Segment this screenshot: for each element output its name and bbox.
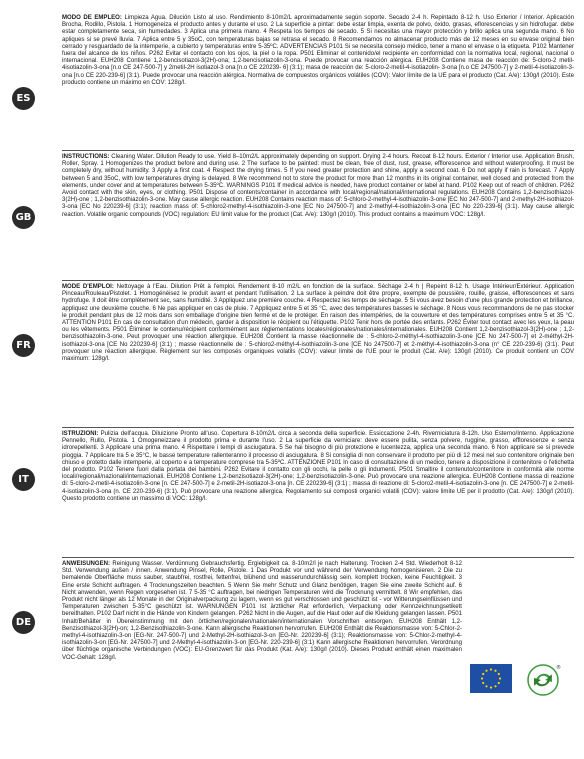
section-heading-gb: INSTRUCTIONS: [62, 154, 110, 160]
eu-star [481, 677, 483, 679]
section-heading-de: ANWEISUNGEN: [62, 561, 111, 567]
certification-logos [470, 663, 570, 697]
divider [62, 557, 574, 558]
eu-star [490, 668, 492, 670]
green-dot-recycle-icon [526, 663, 560, 697]
eu-star [499, 677, 501, 679]
eu-flag-icon [470, 664, 512, 693]
language-badge-es: ES [12, 87, 35, 110]
section-body-gb: Cleaning Water. Dilution Ready to use. Yield 8–10m2/L approximately depending on support. Drying 2-4 hours. Recoat 8-12 hours. Exterior / Interior use. Application Brush, Roller, Spray. 1 Homogenizes the product before and during use. 2 The surface to be painted: must be clean, free of dust, rust, grease, efflorescence and without waterproofing. It must be completely dry, without humidity. 3 Apply a first coat. 4 Respect the drying times. 5 If you need greater protection and shine, apply a second coat. 6 Do not apply if rain is forecast. 7 Apply between 5 and 35oC, with low temperatures drying is delayed. 8 We recommend not to store the product for more than 12 months in its original container, well closed and protected from the elements, under cover and at temperatures between 5-35ºC. WARNINGS P101 If medical advice is needed, have product container or label at hand. P102 Keep out of reach of children. P262 Avoid contact with the skin, eyes, or clothing. P501 Dispose of contents/container in accordance with local/regional/national/international regulations. EUH208 Contains 1,2-benzisothiazol-3(2H)-one ; 1,2-benzisothiazolin-3-one. May cause allergic reaction. EUH208 Contains reaction mass of: 5-chloro-2-methyl-4-isothiazolin-3-one [EC No 247-500-7] and 2-methyl-2H-isothiazol-3-ona [EC No 220239-6] (3:1); reaction mass of: 5-chloro2-methyl-4-isothiazolin-3-one [EC No 247500-7] and 2-methyl-4-isothiazolin-3-ona [EC No 220-239-6] (3:1). May cause allergic reaction. Volatile organic compounds (VOC) regulation: EU limit value for the product (Cat. A/e): 130g/l (2010). This product contains a maximum VOC: 128g/l. [62, 154, 574, 218]
section-text-es [62, 15, 574, 147]
eu-star [494, 685, 496, 687]
language-badge-de: DE [12, 611, 35, 634]
svg-text:®: ® [556, 665, 561, 671]
divider [62, 427, 574, 428]
eu-star [490, 686, 492, 688]
eu-star [485, 670, 487, 672]
section-text-de [62, 561, 462, 697]
divider [62, 280, 574, 281]
language-badge-gb: GB [12, 206, 35, 229]
section-text-fr [62, 284, 574, 424]
section-body-de: Reinigung Wasser. Verdünnung Gebrauchsfertig. Ergiebigkeit ca. 8-10m2/l je nach Halterung. Trocken 2-4 Std. Wiederholt 8-12 Std. Verwendung außen / innen. Anwendung Pinsel, Rolle, Pistole. 1 Das Produkt vor und während der Verwendung homogenisieren. 2 Die zu bemalende Oberfläche muss sauber, staubfrei, rostfrei, fettenfrei, blühend und wasserundurchlässig sein. komplett trocken, keine Feuchtigkeit. 3 Eine erste Schicht auftragen. 4 Trocknungszeiten beachten. 5 Wenn Sie mehr Schutz und Glanz benötigen, tragen Sie eine zweite Schicht auf. 6 Nicht anwenden, wenn Regen vorgesehen ist. 7 5-35 °C auftragen, bei niedrigen Temperaturen wird die Trocknung vermittelt. 8 Wir empfehlen, das Produkt nicht länger als 12 Monate in der Originalverpackung zu lagern, wenn es gut verschlossen und geschützt ist - vor Witterungseinflüssen und Temperaturen zwischen 5-35°C geschützt ist. WARNUNGEN P101 Ist ärztlicher Rat erforderlich, Verpackung oder Kennzeichnungsetikett bereithalten. P102 Darf nicht in die Hände von Kindern gelangen. P262 Nicht in die Augen, auf die Haut oder auf die Kleidung gelangen lassen. P501 Inhalt/Behälter in Übereinstimmung mit den örtlichen/regionalen/nationalen/internationalen Vorschriften entsorgen. EUH208 Enthält 1,2-Benzisothiazol-3(2H)-on; 1,2-Benzisothiazolin-3-one. Kann allergische Reaktionen hervorrufen. EUH208 Enthält die Reaktionsmasse von: 5-Chlor-2-methyl-4-isothiazolin-3-on [EG-Nr. 247-500-7] und 2-Methyl-2H-isothiazol-3-on [EG-Nr. 220239-6] (3:1); Reaktionsmasse von: 5-Chlor-2-methyl-4-isothiazolin-3-on [EG-Nr. 247500-7] und 2-Methyl-4-isothiazolin-3-on [EG-Nr. 220-239-6] (3:1) Kann allergische Reaktionen hervorrufen. Verordnung über flüchtige organische Verbindungen (VOC): EU-Grenzwert für das Produkt (Kat. A/e): 130g/l (2010). Dieses Produkt enthält einen maximalen VOC-Gehalt: 128g/l. [62, 561, 462, 661]
section-text-it [62, 431, 574, 554]
section-heading-it: ISTRUZIONI: [62, 431, 99, 437]
eu-star [482, 682, 484, 684]
eu-star [482, 673, 484, 675]
section-body-fr: Nettoyage à l'Eau. Dilution Prêt à l'emploi. Rendement 8-10 m2/L en fonction de la surface. Séchage 2-4 h | Repeint 8-12 h. Usage Intérieur/Extérieur. Application Pinceau/Rouleau/Pistolet. 1 Homogénéisez le produit avant et pendant l'utilisation. 2 La surface à peindre doit être propre, exempte de poussière, rouille, graisse, efflorescences et sans hydrofuge. Il doit être complètement sec, sans humidité. 3 Appliquez une première couche. 4 Respectez les temps de séchage. 5 Si vous avez besoin d'une plus grande protection et brillance, appliquez une deuxième couche. 6 Ne pas appliquer en cas de pluie. 7 Appliquez entre 5 et 35 °C, avec des températures basses le séchage. 8 Nous vous recommandons de ne pas stocker le produit pendant plus de 12 mois dans son emballage d'origine bien fermé et de le protéger. En raison des intempéries, de la couverture et des températures comprises entre 5 et 35 °C. ATTENTION P101 En cas de consultation d'un médecin, garder à disposition le récipient ou l'étiquette. P102 Tenir hors de portée des enfants. P262 Éviter tout contact avec les yeux, la peau ou les vêtements. P501 Éliminer le contenu/récipient conformément aux réglementations locales/régionales/nationales/internationales. EUH208 Contient 1,2-benzisothiazol-3(2H)-one ; 1,2-benzisothiazolin-3-one. Peut provoquer une réaction allergique. EUH208 Contient la masse réactionnelle de : 5-chloro-2-méthyl-4-isothiazolin-3-one [CE No 247-500-7] et 2-méthyl-2H-isothiazol-3-ona [CE No 220239-6] (3:1) ; masse réactionnelle de : 5-chloro2-méthyl-4-isothiazolin-3-one [CE No 247500-7] et 2-méthyl-4-isothiazolin-3-ona (n° CE 220-239-6) (3:1). Peut provoquer une réaction allergique. Règlement sur les composés organiques volatils (COV): valeur limite de l'UE pour le produit (Cat. A/e): 130g/l (2010). Ce produit contient un COV maximum: 128g/l. [62, 284, 574, 363]
divider [62, 150, 574, 151]
eu-star [498, 682, 500, 684]
section-body-es: Limpieza Agua. Dilución Listo al uso. Rendimiento 8-10m2/L aproximadamente según soporte. Secado 2-4 h. Repintado 8-12 h. Uso Exterior / Interior. Aplicación Brocha, Rodillo, Pistola. 1 Homogeneiza el producto antes y durante el uso. 2 La superficie a pintar: debe estar limpia, exenta de polvo, óxido, grasas, eflorescencias y sin hidrofugar. debe estar completamente seca, sin humedades. 3 Aplica una primera mano. 4 Respeta los tiempos de secado. 5 Si necesitas una mayor protección y brillo aplica una segunda mano. 6 No apliques si se prevé lluvia. 7 Aplica entre 5 y 35oC, con temperaturas bajas se retrasa el secado. 8 Recomendamos no almacenar producto más de 12 meses en su envase original bien cerrado y resguardado de la intemperie, a cubierto y temperaturas entre 5-35ºC. ADVERTENCIAS P101 Si se necesita consejo médico, tener a mano el envase o la etiqueta. P102 Mantener fuera del alcance de los niños. P262 Evitar el contacto con los ojos, la piel o la ropa. P501 Eliminar el contenido/el recipiente en conformidad con la normativa local, regional, nacional o internacional. EUH208 Contiene 1,2-bencisotiazol-3(2H)-ona; 1,2-bencisotiazolin-3-ona. Puede provocar una reacción alérgica. EUH208 Contiene masa de reacción de: 5-cloro-2 metil-4isotiazolin-3-ona [n.o CE 247-500-7] y 2metil-2H isotiazol-3 ona [n.o CE 220239- 6] (3:1); masa de reacción de: 5-cloro-2-metil-4-isotiazolin- 3-ona [n.o CE 247500-7] y 2-metil-4-isotiazolin-3-ona [n.o CE 220-239-6] (3:1). Puede provocar una reacción alérgica. Normativa de compuestos orgánicos volátiles (COV): Valor límite de la UE para el producto (Cat. A/e): 130g/l (2010). Este producto contiene un máximo en COV: 128g/l. [62, 15, 574, 86]
eu-star [494, 670, 496, 672]
section-heading-fr: MODE D'EMPLOI: [62, 284, 114, 290]
section-heading-es: MODO DE EMPLEO: [62, 15, 122, 21]
eu-star [498, 673, 500, 675]
eu-star [485, 685, 487, 687]
language-badge-it: IT [12, 468, 35, 491]
language-badge-fr: FR [12, 334, 35, 357]
section-text-gb [62, 154, 574, 277]
section-body-it: Pulizia dell'acqua. Diluizione Pronto all'uso. Copertura 8-10m2/L circa a seconda della superficie. Essiccazione 2-4h. Riverniciatura 8-12h. Uso Esterno/Interno. Applicazione Pennello, Rullo, Pistola. 1 Omogeneizzare il prodotto prima e durante l'uso. 2 La superficie da verniciare: deve essere pulita, senza polvere, ruggine, grasso, efflorescenze e senza idrorepellenti. 3 Applicare una prima mano. 4 Rispettare i tempi di asciugatura. 5 Se hai bisogno di più protezione e lucentezza, applica una seconda mano. 6 Non applicare se si prevede pioggia. 7 Applicare tra 5 e 35°C, le basse temperature rallenteranno il processo di asciugatura. 8 Si consiglia di non conservare il prodotto per più di 12 mesi nel suo contenitore originale ben chiuso e protetto dalle intemperie, al coperto e a temperature comprese tra 5-35ºC. ATTENZIONE P101 In caso di consultazione di un medico, tenere a disposizione il contenitore o l'etichetta del prodotto. P102 Tenere fuori dalla portata dei bambini. P262 Evitare il contatto con gli occhi, la pelle o gli indumenti. P501 Smaltire il contenuto/contenitore in conformità alle norme locali/regionali/nazionali/internazionali. EUH208 Contiene 1,2-benzisotiazol-3(2H)-one; 1,2-benzisotiazolin-3-one. Può provocare una reazione allergica. EUH208 Contiene massa di reazione di: 5-cloro-2-metil-4-isotiazolin-3-one [n. CE 247-500-7] e 2-metil-2H-isotiazol-3-ona [n. CE 220239-6] (3:1) ; massa di reazione di: 5-cloro2-metil-4-isotiazolin-3-one [n. CE 247500-7] e 2-metil-4-isotiazolin-3-ona (n. CE 220-239-6) (3:1). Può provocare una reazione allergica. Regolamento sui composti organici volatili (COV): valore limite UE per il prodotto (Cat. A/e): 130g/l (2010). Questo prodotto contiene un massimo di VOC: 128g/l. [62, 431, 574, 502]
